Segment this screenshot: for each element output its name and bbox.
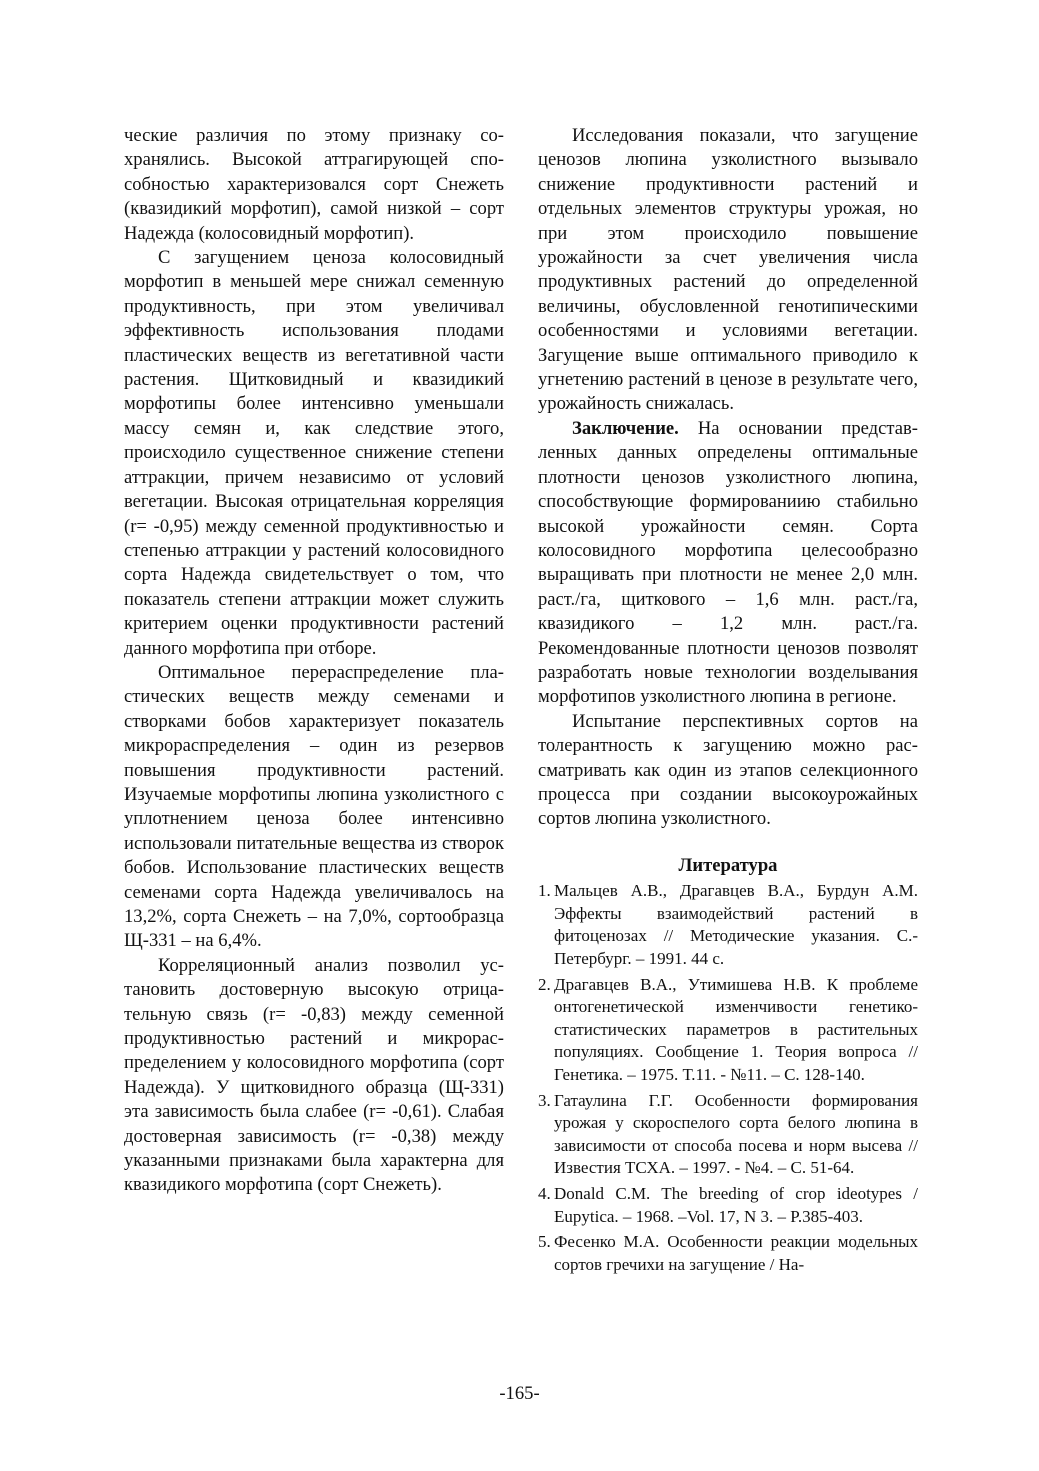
body-paragraph: Испытание перспективных сортов на толерантность к загущению можно рассматривать как один из этапов селекционного процесса при создании высокоурожайных сортов люпина узколистного. (538, 710, 918, 830)
references-title: Литература (678, 854, 778, 876)
conclusion-paragraph (538, 417, 918, 710)
page-number: -165- (499, 1383, 540, 1404)
reference-text: Мальцев А.В., Драгавцев В.А., Бурдун А.М. Эффекты взаимодействий растений в фитоценозах // Методические указания. С.-Петербург. – 1991. 44 с. (554, 881, 918, 968)
reference-number: 3. (538, 1090, 551, 1110)
reference-number: 4. (538, 1183, 551, 1203)
conclusion-heading: Заключение. (572, 417, 679, 439)
reference-text: Гатаулина Г.Г. Особенности формирования урожая у скороспелого сорта белого люпина в зависимости от способа посева и норм высева // Известия ТСХА. – 1997. - №4. – С. 51-64. (554, 1090, 918, 1178)
body-paragraph: Исследования показали, что загущение ценозов люпина узколистного вызывало снижение продуктивности растений и отдельных элементов структуры урожая, но при этом происходило повышение урожайности за счет увеличения числа продуктивных растений до определенной величины, обусловленной генотипическими особенностями и условиями вегетации. Загущение выше оптимального приводило к угнетению растений в ценозе в результате чего, урожайность снижалась. (538, 125, 918, 415)
reference-item (538, 1231, 918, 1276)
reference-item (538, 974, 918, 1087)
reference-item (538, 1090, 918, 1180)
reference-text: Драгавцев В.А., Утимишева Н.В. К проблеме онтогенетической изменчивости генетико-статистических параметров в растительных популяциях. Сообщение 1. Теория вопроса // Генетика. – 1975. Т.11. - №11. – С. 128-140. (554, 974, 918, 1084)
left-column (124, 124, 504, 1198)
body-paragraph: Корреляционный анализ позволил установить достоверную высокую отрицательную связь (r= -0,83) между семенной продуктивностью растений и микрораспределением у колосовидного морфотипа (сорт Надежда). У щитковидного образца (Щ-331) эта зависимость была слабее (r= -0,61). Слабая достоверная зависимость (r= -0,38) между указанными признаками была характерна для квазидикого морфотипа (сорт Снежеть). (124, 954, 504, 1196)
reference-text: Фесенко М.А. Особенности реакции модельных сортов гречихи на загущение / На- (554, 1232, 918, 1274)
body-paragraph: ческие различия по этому признаку сохранялись. Высокой аттрагирующей способностью характеризовался сорт Снежеть (квазидикий морфотип), самой низкой – сорт Надежда (колосовидный морфотип). (124, 125, 504, 244)
body-paragraph: Оптимальное перераспределение пластических веществ между семенами и створками бобов характеризует показатель микрораспределения – один из резервов повышения продуктивности растений. Изучаемые морфотипы люпина узколистного с уплотнением ценоза более интенсивно использовали питательные вещества из створок бобов. Использование пластических веществ семенами сорта Надежда увеличивалось на 13,2%, сорта Снежеть – на 7,0%, сортообразца Щ-331 – на 6,4%. (124, 661, 504, 952)
reference-item (538, 1183, 918, 1228)
body-paragraph: С загущением ценоза колосовидный морфотип в меньшей мере снижал семенную продуктивность, при этом увеличивал эффективность использования плодами пластических веществ из вегетативной части растения. Щитковидный и квазидикий морфотипы более интенсивно уменьшали массу семян и, как следствие этого, происходило существенное снижение степени аттракции, причем независимо от условий вегетации. Высокая отрицательная корреляция (r= -0,95) между семенной продуктивностью и степенью аттракции у растений колосовидного сорта Надежда свидетельствует о том, что показатель степени аттракции может служить критерием оценки продуктивности растений данного морфотипа при отборе. (124, 247, 504, 659)
right-column (538, 124, 918, 1279)
reference-item (538, 880, 918, 970)
reference-number: 5. (538, 1232, 551, 1252)
reference-text: Donald C.M. The breeding of crop ideotypes / Eupytica. – 1968. –Vol. 17, N 3. – P.385-403. (554, 1183, 918, 1226)
conclusion-text: На основании представленных данных определены оптимальные плотности ценозов узколистного люпина, способствующие формированиию стабильно высокой урожайности семян. Сорта колосовидного морфотипа целесообразно выращивать при плотности не менее 2,0 млн. раст./га, щиткового – 1,6 млн. раст./га, квазидикого – 1,2 млн. раст./га. Рекомендованные плотности ценозов позволят разработать новые технологии возделывания морфотипов узколистного люпина в регионе. (538, 417, 918, 708)
references-list (538, 880, 918, 1276)
reference-number: 1. (538, 881, 551, 901)
reference-number: 2. (538, 974, 551, 994)
